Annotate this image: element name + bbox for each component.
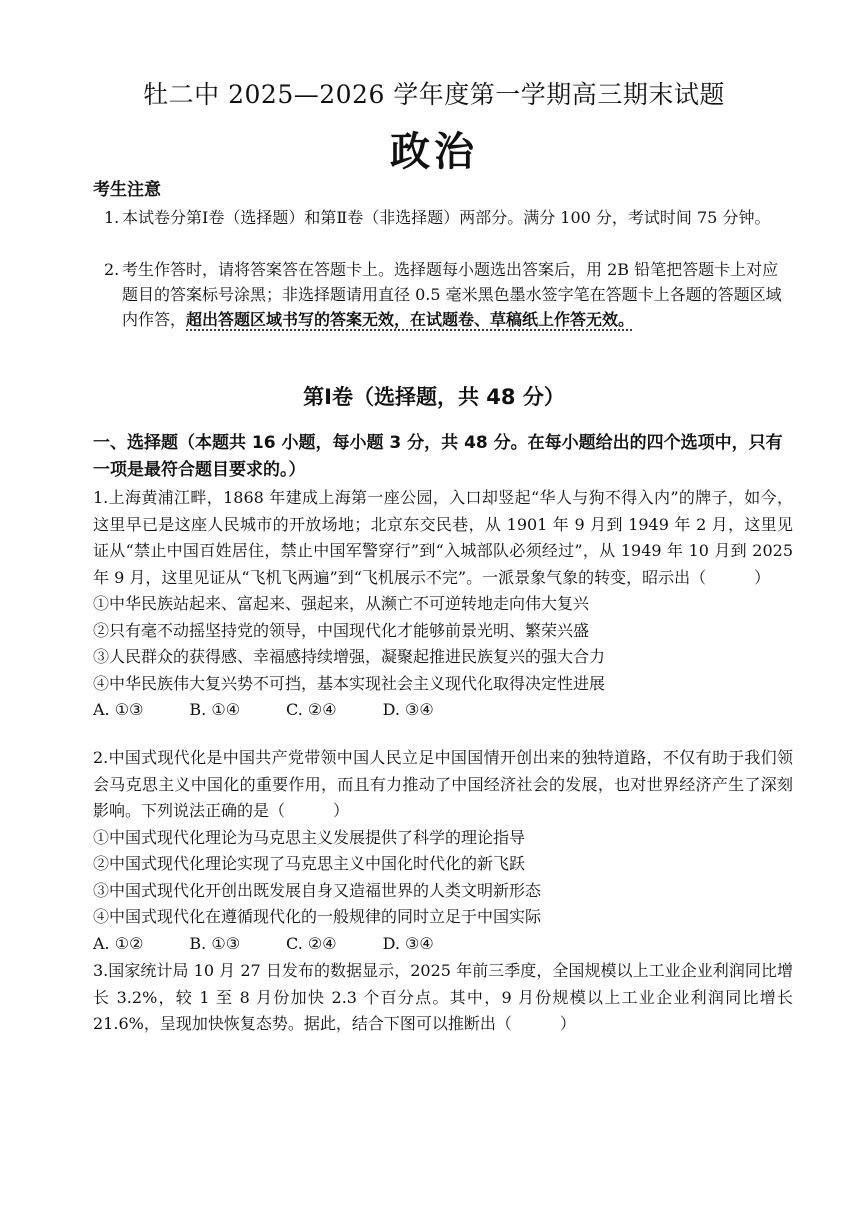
question-statement: ②只有毫不动摇坚持党的领导，中国现代化才能够前景光明、繁荣兴盛 [93,620,590,640]
answer-choices [93,931,793,958]
notice-item-text: 考生作答时，请将答案答在答题卡上。选择题每小题选出答案后，用 2B 铅笔把答题卡上对应题目的答案标号涂黑；非选择题请用直径 0.5 毫米黑色墨水签字笔在答题卡上各题的答题区域内作答， [122,260,782,329]
notice-item-1 [104,205,794,230]
question-statement: ④中华民族伟大复兴势不可挡，基本实现社会主义现代化取得决定性进展 [93,673,606,693]
answer-choice-a: A. ①③ [93,700,144,719]
answer-choice-d: D. ③④ [382,933,434,953]
question-statement: ②中国式现代化理论实现了马克思主义中国化时代化的新飞跃 [93,854,526,873]
exam-title: 牡二中 2025—2026 学年度第一学期高三期末试题 [143,80,725,109]
question-3 [93,958,793,1038]
answer-choice-c: C. ②④ [286,933,337,953]
notice-item-body [122,257,794,332]
part-heading: 一、选择题（本题共 16 小题，每小题 3 分，共 48 分。在每小题给出的四个选项中，只有一项是最符合题目要求的。） [93,433,783,480]
question-2 [93,745,793,957]
question-stem: 2.中国式现代化是中国共产党带领中国人民立足中国国情开创出来的独特道路，不仅有助于我们领会马克思主义中国化的重要作用，而且有力推动了中国经济社会的发展，也对世界经济产生了深刻影响。下列说法正确的是（ ） [93,748,793,820]
section-title: 第Ⅰ卷（选择题，共 48 分） [303,385,565,409]
question-statement: ①中华民族站起来、富起来、强起来，从濒亡不可逆转地走向伟大复兴 [93,594,590,613]
question-statement: ①中国式现代化理论为马克思主义发展提供了科学的理论指导 [93,827,526,847]
notice-item-2 [104,257,794,332]
question-statement: ④中国式现代化在遵循现代化的一般规律的同时立足于中国实际 [93,907,542,926]
notice-heading: 考生注意 [93,180,161,200]
question-statement: ③人民群众的获得感、幸福感持续增强，凝聚起推进民族复兴的强大合力 [93,647,606,666]
notice-item-number: 1. [104,208,120,227]
answer-choice-b: B. ①④ [189,700,241,719]
answer-choice-c: C. ②④ [286,700,337,719]
subject-title: 政治 [390,128,478,175]
answer-choice-a: A. ①② [93,933,144,953]
question-stem: 3.国家统计局 10 月 27 日发布的数据显示，2025 年前三季度，全国规模以上工业企业利润同比增长 3.2%，较 1 至 8 月份加快 2.3 个百分点。其中，9 月份规模以上工业企业利润同比增长 21.6%，呈现加快恢复态势。据此，结合下图可以推断出（ ） [93,961,793,1033]
question-statement: ③中国式现代化开创出既发展自身又造福世界的人类文明新形态 [93,880,542,900]
answer-choices [93,697,793,724]
question-stem: 1.上海黄浦江畔，1868 年建成上海第一座公园，入口却竖起“华人与狗不得入内”的牌子，如今，这里早已是这座人民城市的开放场地；北京东交民巷，从 1901 年 9 月到 1949 年 2 月，这里见证从“禁止中国百姓居住，禁止中国军警穿行”到“入城部队必须经过”，从 1949 年 10 月到 2025 年 9 月，这里见证从“飞机飞两遍”到“飞机展示不完”。一派景象气象的转变，昭示出（ ） [93,488,793,587]
notice-item-number: 2. [104,260,120,279]
answer-choice-d: D. ③④ [382,700,434,719]
answer-choice-b: B. ①③ [189,933,241,953]
notice-warning-text: 超出答题区域书写的答案无效，在试题卷、草稿纸上作答无效。 [186,310,635,329]
question-1 [93,485,793,724]
notice-item-text: 本试卷分第Ⅰ卷（选择题）和第Ⅱ卷（非选择题）两部分。满分 100 分，考试时间 75 分钟。 [122,208,771,227]
